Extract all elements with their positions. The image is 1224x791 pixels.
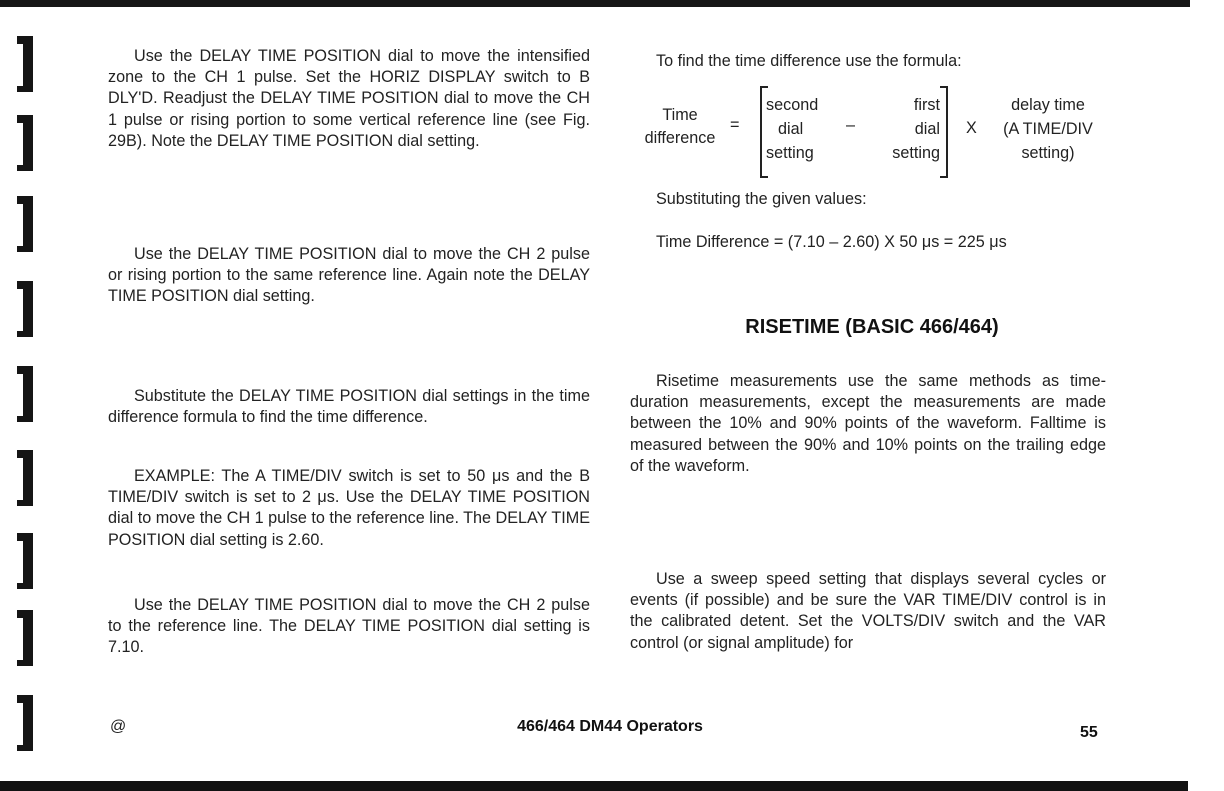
time-difference-calculation: Time Difference = (7.10 – 2.60) X 50 μs = 225 μs — [656, 233, 1007, 251]
footer-symbol: @ — [110, 718, 127, 735]
bottom-border-bar — [0, 781, 1188, 791]
footer-manual-title: 466/464 DM44 Operators — [517, 718, 703, 735]
top-border-bar — [0, 0, 1190, 7]
paragraph-delay-step-2: Use the DELAY TIME POSITION dial to move the CH 2 pulse or rising portion to the same reference line. Again note the DELAY TIME POSITION dial setting. — [108, 245, 590, 306]
binding-mark — [17, 36, 33, 92]
binding-marks — [9, 0, 39, 791]
formula-equals: = — [730, 116, 740, 134]
binding-mark — [17, 695, 33, 751]
binding-mark — [17, 450, 33, 506]
formula-minus: – — [846, 116, 856, 134]
formula-times: X — [966, 119, 977, 137]
paragraph-sweep-speed: Use a sweep speed setting that displays several cycles or events (if possible) and be sure the VAR TIME/DIV control is in the calibrated detent. Set the VOLTS/DIV switch and the VAR control (or signal amplitude) for — [630, 570, 1106, 652]
binding-mark — [17, 533, 33, 589]
binding-mark — [17, 610, 33, 666]
paragraph-example: EXAMPLE: The A TIME/DIV switch is set to 50 μs and the B TIME/DIV switch is set to 2 μs. Use the DELAY TIME POSITION dial to move the CH 1 pulse to the reference line. The DELAY TIME POSITION dial setting is 2.60. — [108, 467, 590, 549]
section-heading-risetime: RISETIME (BASIC 466/464) — [745, 316, 999, 338]
formula-second-dial: second dial setting — [766, 96, 819, 162]
substituting-label: Substituting the given values: — [656, 190, 867, 208]
formula-right-bracket — [940, 86, 948, 178]
paragraph-delay-step-1: Use the DELAY TIME POSITION dial to move the intensified zone to the CH 1 pulse. Set the HORIZ DISPLAY switch to B DLY'D. Readjust the DELAY TIME POSITION dial to move the CH 1 pulse or rising portion to some vertical reference line (see Fig. 29B). Note the DELAY TIME POSITION dial setting. — [108, 47, 590, 150]
page-number: 55 — [1080, 724, 1098, 741]
formula-intro: To find the time difference use the formula: — [656, 52, 962, 70]
formula-first-dial: first dial setting — [892, 96, 940, 162]
binding-mark — [17, 281, 33, 337]
paragraph-substitute: Substitute the DELAY TIME POSITION dial settings in the time difference formula to find the time difference. — [108, 387, 590, 427]
binding-mark — [17, 196, 33, 252]
binding-mark — [17, 115, 33, 171]
formula-delay-time: delay time (A TIME/DIV setting) — [1003, 96, 1093, 162]
formula-lhs: Time difference — [644, 106, 716, 147]
paragraph-risetime-definition: Risetime measurements use the same methods as time-duration measurements, except the measurements are made between the 10% and 90% points of the waveform. Falltime is measured between the 90% and 10% points on the trailing edge of the waveform. — [630, 372, 1106, 475]
paragraph-ch2-setting: Use the DELAY TIME POSITION dial to move the CH 2 pulse to the reference line. The DELAY TIME POSITION dial setting is 7.10. — [108, 596, 590, 657]
binding-mark — [17, 366, 33, 422]
time-difference-formula — [632, 86, 1112, 180]
